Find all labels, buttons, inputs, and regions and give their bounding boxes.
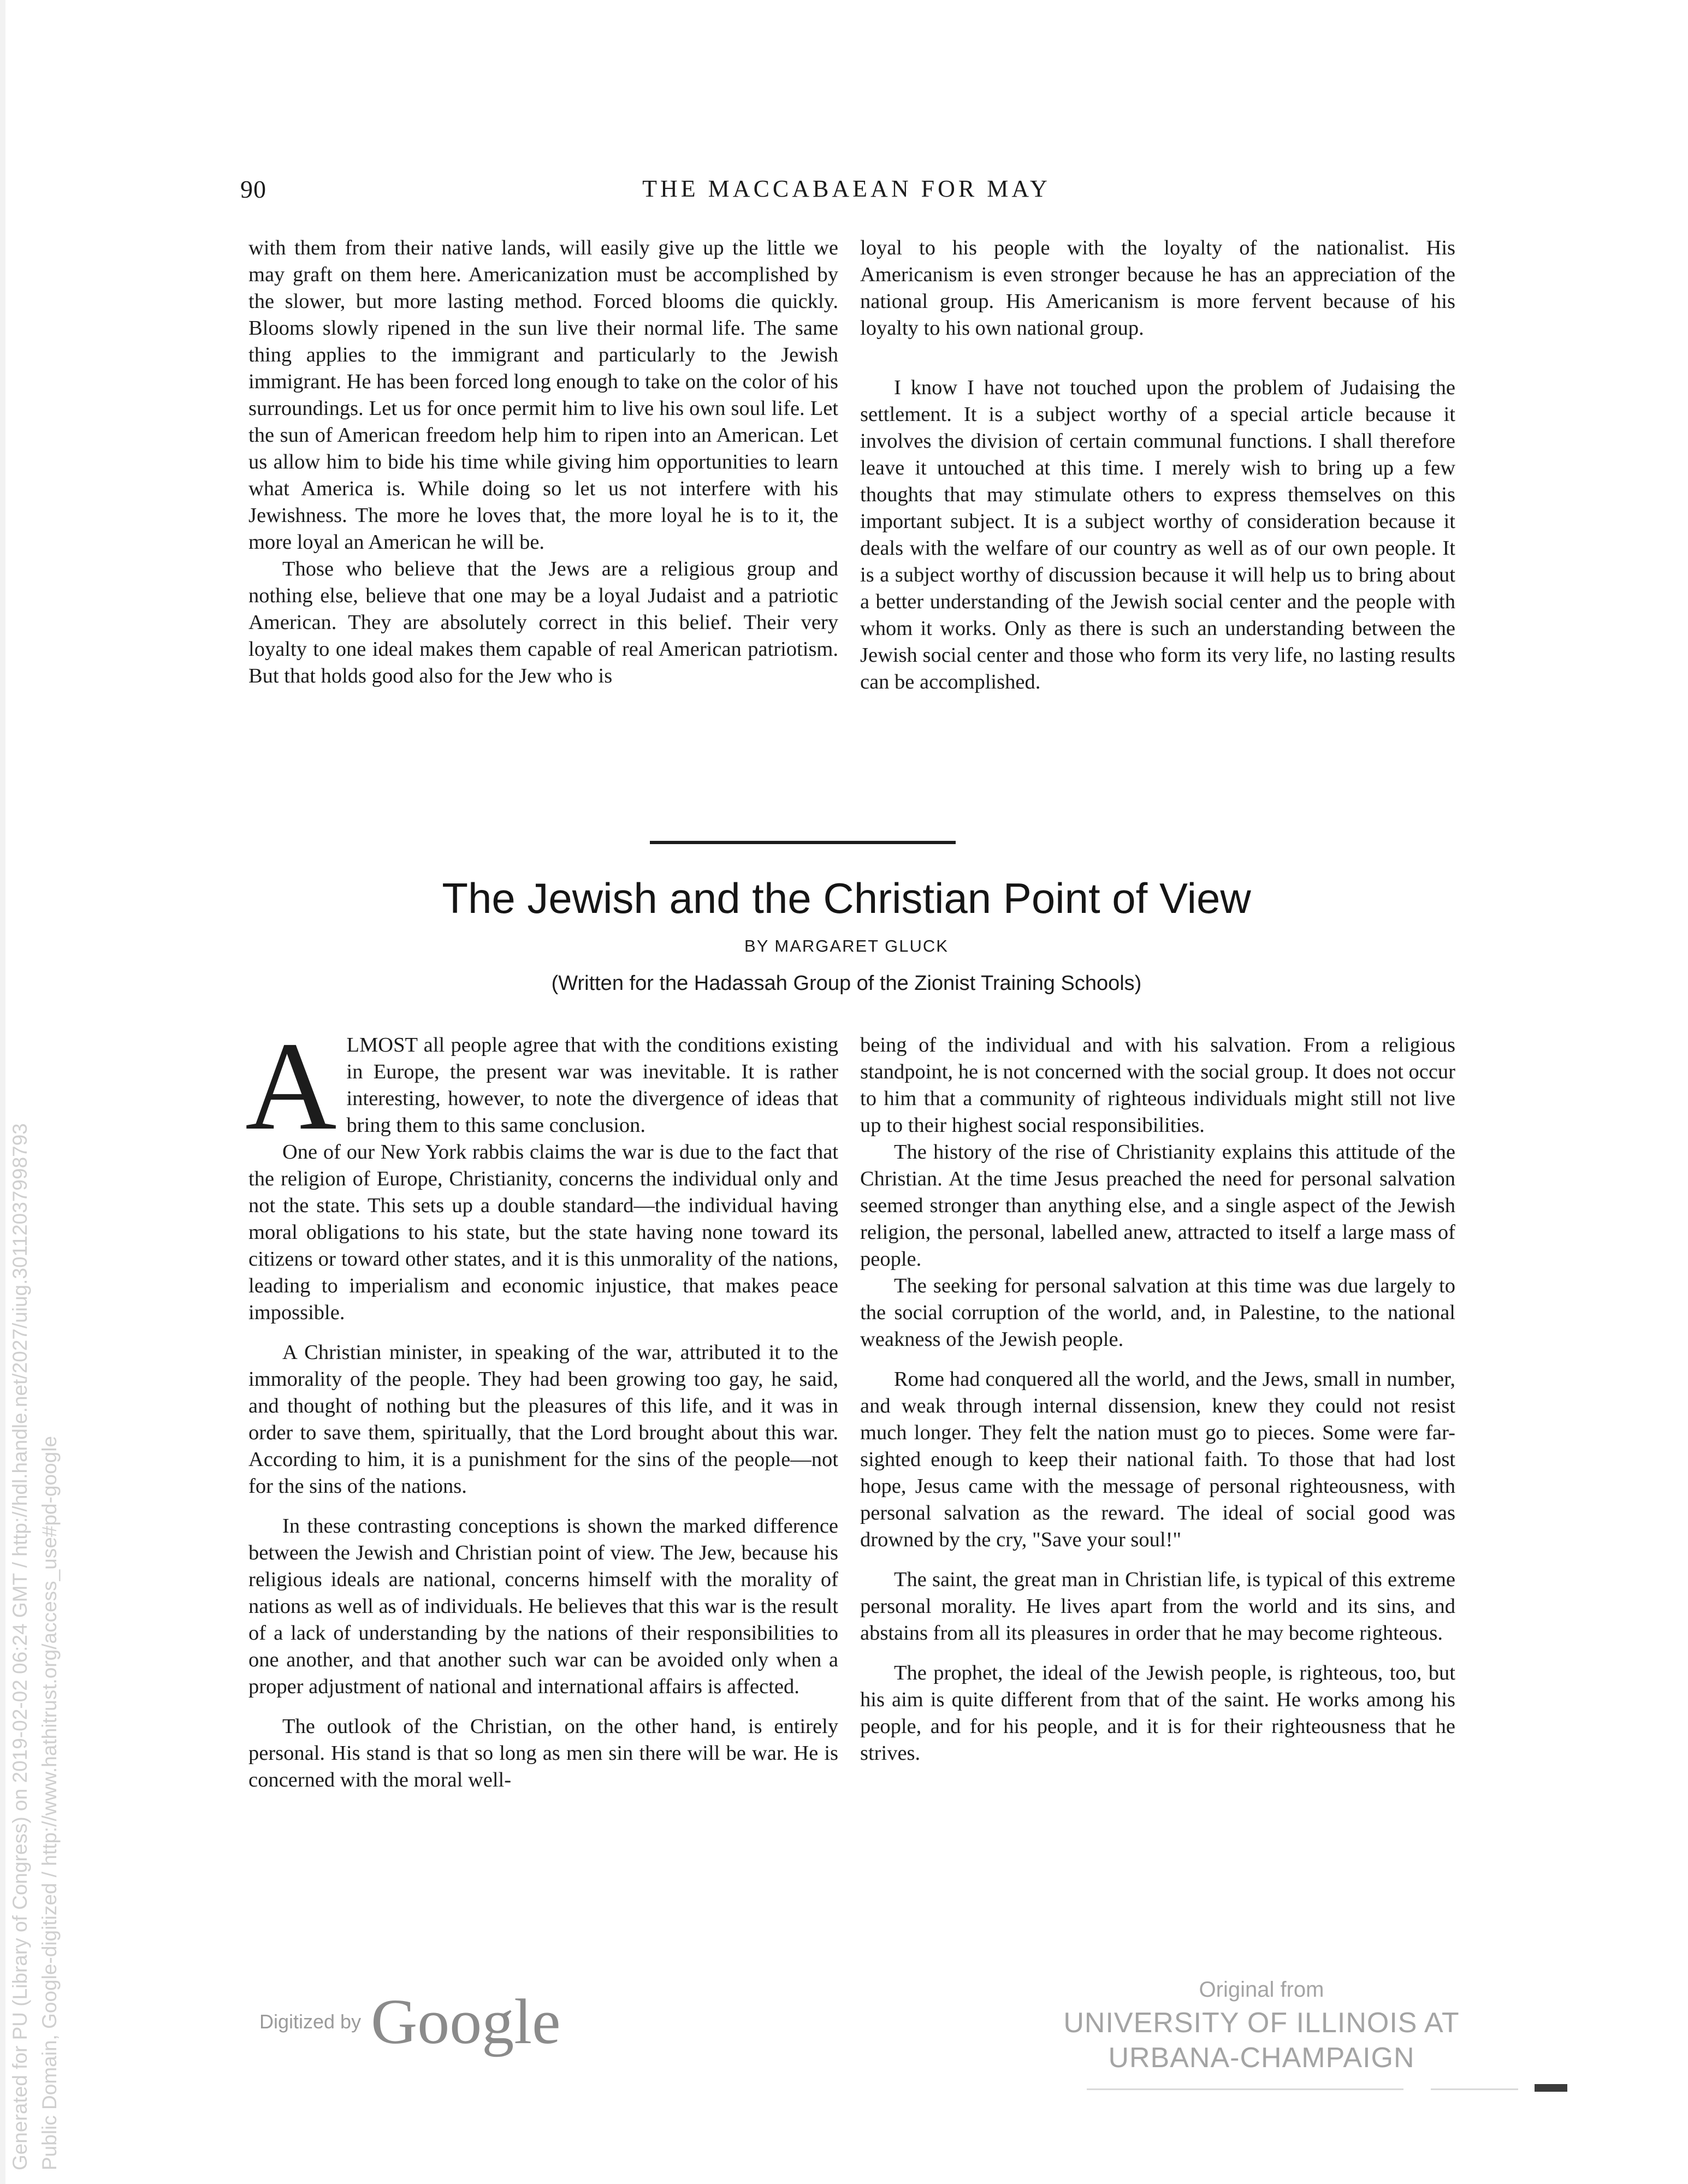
footer-rule bbox=[1431, 2088, 1518, 2090]
paragraph: In these contrasting conceptions is shown the marked difference between the Jewish and Christian point of view. The Jew, because his religious ideals are national, concerns himself with the morality of nations as well as of individuals. He believes that this war is the result of a lack of understanding by the nations of their responsibilities to one another, and that another such war can be avoided only when a proper adjustment of national and international affairs is affected. bbox=[248, 1515, 838, 1698]
paragraph: The history of the rise of Christianity explains this attitude of the Christian. At the time Jesus preached the need for personal salvation seemed stronger than anything else, and a single aspect of the Jewish religion, the personal, labelled anew, attracted to itself a large mass of people. bbox=[860, 1141, 1455, 1271]
original-from-institution bbox=[1059, 1974, 1464, 2075]
google-logo: Google bbox=[371, 1986, 561, 2057]
section-divider bbox=[650, 841, 956, 844]
original-from-label: Original from bbox=[1199, 1978, 1324, 2002]
digitized-by-label: Digitized by bbox=[259, 2010, 362, 2033]
paragraph: being of the individual and with his salvation. From a religious standpoint, he is not concerned with the social group. It does not occur to him that a community of righteous individuals might still not live up to their highest social responsibilities. bbox=[860, 1034, 1455, 1137]
paragraph: A Christian minister, in speaking of the war, attributed it to the immorality of the people. They had been growing too gay, he said, and thought of nothing but the pleasures of this life, and it was in order to save them, spiritually, that the Lord brought about this war. According to him, it is a punishment for the sins of the people—not for the sins of the nations. bbox=[248, 1341, 838, 1498]
paragraph: with them from their native lands, will easily give up the little we may graft on them here. Americanization must be accomplished by the slower, but more lasting method. Forced blooms die quickly. Blooms slowly ripened in the sun live their normal life. The same thing applies to the immigrant and particularly to the Jewish immigrant. He has been forced long enough to take on the color of his surroundings. Let us for once permit him to live his own soul life. Let the sun of American freedom help him to ripen into an American. Let us allow him to bide his time while giving him opportunities to learn what America is. While doing so let us not interfere with his Jewishness. The more he loves that, the more loyal he is to it, the more loyal an American he will be. bbox=[248, 236, 838, 554]
paragraph: The prophet, the ideal of the Jewish people, is righteous, too, but his aim is quite different from that of the saint. He works among his people, and for his people, and it is for their righteousness that he strives. bbox=[860, 1661, 1455, 1765]
hathitrust-watermark bbox=[5, 751, 64, 2170]
drop-cap: A bbox=[245, 1016, 337, 1156]
article-title: The Jewish and the Christian Point of View bbox=[442, 874, 1251, 922]
paragraph: The outlook of the Christian, on the other hand, is entirely personal. His stand is that so long as men sin there will be war. He is concerned with the moral well- bbox=[248, 1715, 838, 1791]
article-byline: BY MARGARET GLUCK bbox=[744, 936, 949, 956]
watermark-line: Public Domain, Google-digitized / http://www.hathitrust.org/access_use#pd-google bbox=[38, 1435, 61, 2170]
paragraph: Rome had conquered all the world, and the Jews, small in number, and weak through internal dissension, knew they could not resist much longer. They felt the nation must go to pieces. Some were far-sighted enough to keep their national faith. To those that had lost hope, Jesus came with the message of personal righteousness, with personal salvation as the reward. The ideal of social good was drowned by the cry, "Save your soul!" bbox=[860, 1368, 1455, 1551]
paragraph: loyal to his people with the loyalty of the nationalist. His Americanism is even stronger because he has an appreciation of the national group. His Americanism is more fervent because of his loyalty to his own national group. bbox=[860, 236, 1455, 340]
institution-name-line: URBANA-CHAMPAIGN bbox=[1108, 2042, 1415, 2074]
paragraph: Those who believe that the Jews are a religious group and nothing else, believe that one may be a loyal Judaist and a patriotic American. They are absolutely correct in this belief. Their very loyalty to one ideal makes them capable of real American patriotism. But that holds good also for the Jew who is bbox=[248, 557, 838, 687]
scan-mark bbox=[1535, 2084, 1567, 2092]
article-subtitle: (Written for the Hadassah Group of the Zionist Training Schools) bbox=[551, 972, 1142, 995]
footer-rule bbox=[1087, 2088, 1403, 2090]
paragraph: I know I have not touched upon the problem of Judaising the settlement. It is a subject worthy of a special article because it involves the division of certain communal functions. I shall therefore leave it untouched at this time. I merely wish to bring up a few thoughts that may stimulate others to express themselves on this important subject. It is a subject worthy of consideration because it deals with the welfare of our country as well as of our own people. It is a subject worthy of discussion because it will help us to bring about a better understanding of the Jewish social center and the people with whom it works. Only as there is such an understanding between the Jewish social center and those who form its very life, no lasting results can be accomplished. bbox=[860, 376, 1455, 693]
paragraph: The saint, the great man in Christian life, is typical of this extreme personal morality. He lives apart from the world and its sins, and abstains from all its pleasures in order that he may become righteous. bbox=[860, 1568, 1455, 1645]
previous-article-left-column bbox=[248, 235, 838, 690]
article-left-column bbox=[245, 1016, 838, 1794]
digitized-by-google bbox=[259, 1985, 560, 2059]
running-head: THE MACCABAEAN FOR MAY bbox=[642, 175, 1051, 202]
paragraph: The seeking for personal salvation at this time was due largely to the social corruption of the world, and, in Palestine, to the national weakness of the Jewish people. bbox=[860, 1274, 1455, 1351]
first-paragraph bbox=[245, 1016, 838, 1156]
first-paragraph-text: LMOST all people agree that with the conditions existing in Europe, the present war was inevitable. It is rather interesting, however, to note the divergence of ideas that bring them to this same conclusion. bbox=[346, 1034, 838, 1137]
watermark-line: Generated for PU (Library of Congress) on 2019-02-02 06:24 GMT / http://hdl.handle.net/2027/uiug.30112037998793 bbox=[9, 1123, 31, 2170]
page-header bbox=[240, 175, 1453, 213]
previous-article-right-column bbox=[860, 235, 1455, 696]
page-number: 90 bbox=[240, 175, 266, 203]
institution-name-line: UNIVERSITY OF ILLINOIS AT bbox=[1063, 2007, 1460, 2039]
article-right-column bbox=[860, 1032, 1455, 1767]
paragraph: One of our New York rabbis claims the war is due to the fact that the religion of Europe, Christianity, concerns the individual only and not the state. This sets up a double standard—the individual having moral obligations to his state, but the state having none toward its citizens or toward other states, and it is this unmorality of the nations, leading to imperialism and economic injustice, that makes peace impossible. bbox=[248, 1141, 838, 1324]
